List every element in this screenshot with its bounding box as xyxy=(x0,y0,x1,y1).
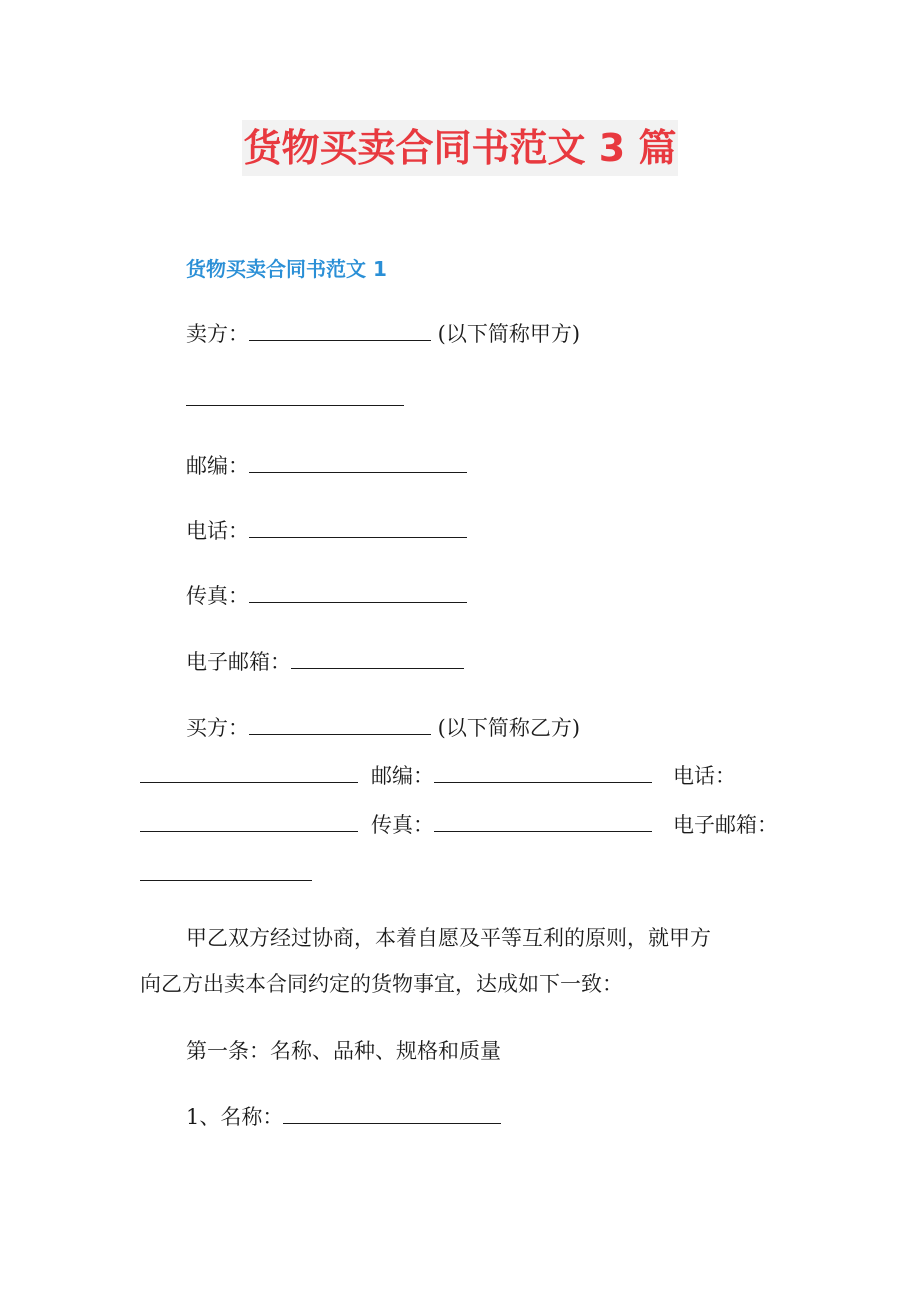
seller-postcode-label: 邮编： xyxy=(186,454,249,478)
document-title: 货物买卖合同书范文 3 篇 xyxy=(242,120,679,176)
intro-line-1: 甲乙双方经过协商，本着自愿及平等互利的原则，就甲方 xyxy=(186,926,711,950)
buyer-fax-label: 传真： xyxy=(371,813,434,837)
seller-blank xyxy=(249,318,431,341)
seller-fax-blank xyxy=(249,580,467,603)
seller-fax-line xyxy=(186,580,467,612)
buyer-postcode-label: 邮编： xyxy=(371,764,434,788)
buyer-fax-line xyxy=(371,809,652,841)
seller-suffix: (以下简称甲方) xyxy=(431,322,581,346)
item-1-label: 1、名称： xyxy=(186,1105,284,1129)
buyer-phone-blank xyxy=(140,809,358,832)
intro-line-2: 向乙方出卖本合同约定的货物事宜，达成如下一致： xyxy=(140,972,623,996)
buyer-email-label: 电子邮箱： xyxy=(673,813,778,837)
section-title: 货物买卖合同书范文 1 xyxy=(186,257,387,281)
buyer-email-value-line xyxy=(140,858,312,890)
buyer-line xyxy=(186,712,580,744)
item-1-line xyxy=(186,1101,501,1133)
buyer-suffix: (以下简称乙方) xyxy=(431,716,581,740)
seller-postcode-blank xyxy=(249,450,467,473)
seller-email-blank xyxy=(291,646,464,669)
buyer-postcode-line xyxy=(371,760,652,792)
buyer-phone-line xyxy=(673,760,736,792)
seller-phone-label: 电话： xyxy=(186,519,249,543)
buyer-label: 买方： xyxy=(186,716,249,740)
document-title-block xyxy=(0,120,920,176)
seller-postcode-line xyxy=(186,450,467,482)
item-1-blank xyxy=(283,1101,501,1124)
seller-fax-label: 传真： xyxy=(186,584,249,608)
seller-label: 卖方： xyxy=(186,322,249,346)
seller-email-line xyxy=(186,646,464,678)
buyer-email-blank xyxy=(140,858,312,881)
seller-email-label: 电子邮箱： xyxy=(186,650,291,674)
seller-address-blank xyxy=(186,383,404,406)
buyer-address-line xyxy=(140,760,358,792)
buyer-phone-label: 电话： xyxy=(673,764,736,788)
buyer-postcode-blank xyxy=(434,760,652,783)
seller-phone-line xyxy=(186,515,467,547)
seller-line xyxy=(186,318,580,350)
buyer-blank xyxy=(249,712,431,735)
buyer-email-line xyxy=(673,809,778,841)
buyer-fax-blank xyxy=(434,809,652,832)
buyer-address-blank xyxy=(140,760,358,783)
article-1-heading: 第一条：名称、品种、规格和质量 xyxy=(186,1039,501,1063)
seller-address-line xyxy=(186,383,404,415)
seller-phone-blank xyxy=(249,515,467,538)
buyer-phone-value-line xyxy=(140,809,358,841)
